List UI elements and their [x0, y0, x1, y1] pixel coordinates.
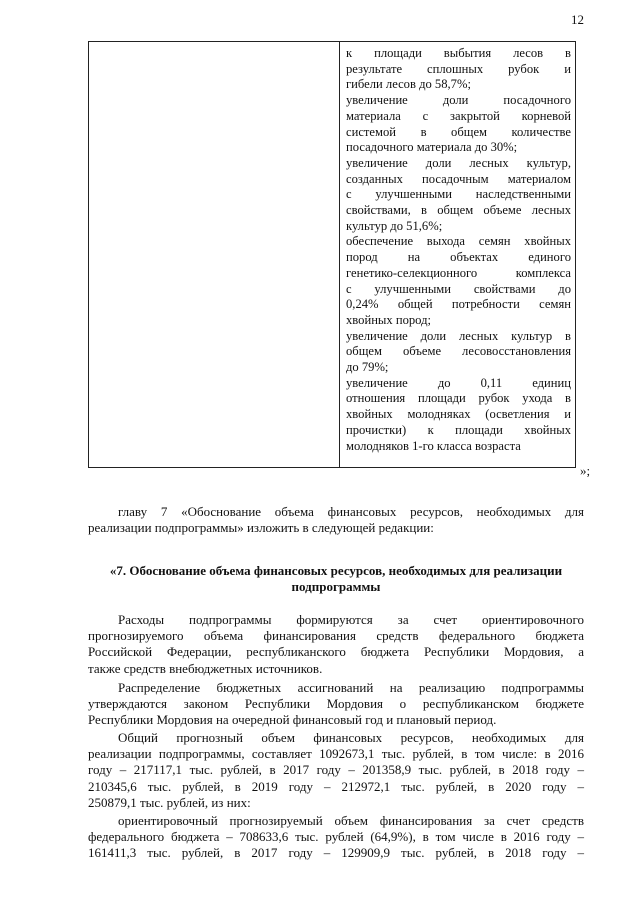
paragraph-funding-sources	[88, 612, 584, 677]
paragraph-line: Расходы подпрограммы формируются за счет ориентировочного	[118, 612, 584, 627]
table-line: 0,24% общей потребности семян	[346, 297, 571, 312]
paragraph-line: также средств внебюджетных источников.	[88, 660, 323, 676]
paragraph-line: утверждаются законом Республики Мордовия о республиканском бюджете	[88, 696, 584, 712]
paragraph-line: прогнозируемого объема финансирования средств федерального бюджета	[88, 628, 584, 644]
table-indicators-cell	[346, 46, 571, 454]
paragraph-budget-allocation	[88, 680, 584, 729]
targets-table	[88, 41, 576, 468]
intro-paragraph	[88, 504, 584, 536]
table-line: увеличение доли лесных культур в	[346, 328, 571, 343]
paragraph-line: Общий прогнозный объем финансовых ресурсов, необходимых для	[118, 730, 584, 745]
table-line: с улучшенными наследственными	[346, 187, 571, 202]
paragraph-line: ориентировочный прогнозируемый объем финансирования за счет средств	[118, 813, 584, 828]
table-line: гибели лесов до 58,7%;	[346, 77, 471, 92]
paragraph-line: федерального бюджета – 708633,6 тыс. рублей (64,9%), в том числе в 2016 году –	[88, 829, 584, 845]
closing-quote: »;	[580, 463, 591, 478]
table-line: генетико-селекционного комплекса	[346, 265, 571, 280]
paragraph-line: 250879,1 тыс. рублей, из них:	[88, 794, 251, 810]
table-line: свойствами, в общем объеме лесных	[346, 203, 571, 218]
paragraph-line: 161411,3 тыс. рублей, в 2017 году – 129909,9 тыс. рублей, в 2018 году –	[88, 845, 584, 861]
table-line: с улучшенными свойствами до	[346, 281, 571, 296]
table-line: прочистки) к площади хвойных	[346, 422, 571, 437]
table-line: молодняков 1-го класса возраста	[346, 438, 521, 453]
table-line: системой в общем количестве	[346, 124, 571, 139]
paragraph-federal-budget	[88, 813, 584, 862]
table-line: культур до 51,6%;	[346, 218, 443, 233]
paragraph-line: году – 217117,1 тыс. рублей, в 2017 году – 201358,9 тыс. рублей, в 2018 году –	[88, 762, 584, 778]
paragraph-line: Российской Федерации, республиканского бюджета Республики Мордовия, а	[88, 644, 584, 660]
table-line: до 79%;	[346, 360, 389, 375]
table-line: пород на объектах единого	[346, 250, 571, 265]
table-line: хвойных пород;	[346, 312, 432, 327]
intro-line: главу 7 «Обоснование объема финансовых ресурсов, необходимых для	[118, 504, 584, 519]
table-line: увеличение до 0,11 единиц	[346, 375, 571, 390]
table-line: к площади выбытия лесов в	[346, 46, 571, 60]
table-line: результате сплошных рубок и	[346, 61, 571, 76]
paragraph-line: Распределение бюджетных ассигнований на реализацию подпрограммы	[118, 680, 584, 695]
table-column-divider	[339, 42, 340, 467]
paragraph-total-volume	[88, 730, 584, 811]
paragraph-line: 210345,6 тыс. рублей, в 2019 году – 212972,1 тыс. рублей, в 2020 году –	[88, 778, 584, 794]
table-line: отношения площади рубок ухода в	[346, 391, 571, 406]
section-heading-line: «7. Обоснование объема финансовых ресурсов, необходимых для реализации	[109, 563, 563, 578]
table-line: обеспечение выхода семян хвойных	[346, 234, 571, 249]
table-line: увеличение доли лесных культур,	[346, 155, 571, 170]
table-line: увеличение доли посадочного	[346, 93, 571, 108]
table-line: хвойных молодняках (осветления и	[346, 407, 571, 422]
section-heading-line: подпрограммы	[291, 579, 381, 594]
section-heading	[88, 563, 584, 595]
table-line: созданных посадочным материалом	[346, 171, 571, 186]
paragraph-line: реализации подпрограммы, составляет 1092673,1 тыс. рублей, в том числе: в 2016	[88, 746, 584, 762]
table-line: материала с закрытой корневой	[346, 108, 571, 123]
paragraph-line: Республики Мордовия на очередной финансовый год и плановый период.	[88, 712, 497, 728]
page-number: 12	[571, 12, 584, 27]
table-line: общем объеме лесовосстановления	[346, 344, 571, 359]
table-line: посадочного материала до 30%;	[346, 140, 518, 155]
intro-line: реализации подпрограммы» изложить в следующей редакции:	[88, 520, 434, 536]
